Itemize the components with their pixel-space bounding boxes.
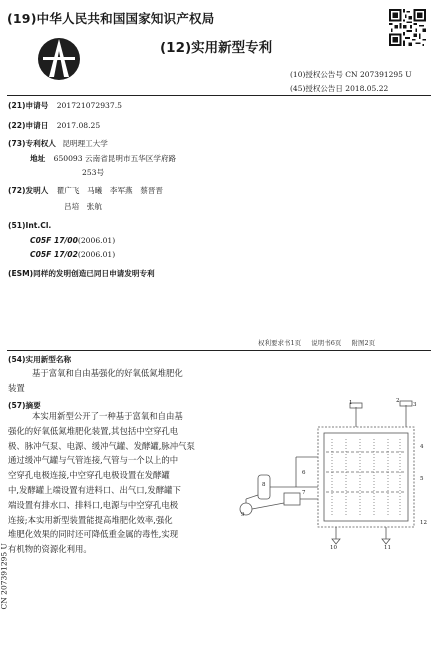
section-divider	[7, 350, 431, 351]
drawing-label: 4	[420, 444, 424, 450]
abstract-drawing	[236, 397, 436, 547]
esm-statement: (ESM)同样的发明创造已同日申请发明专利	[8, 269, 155, 278]
abstract-line: 强化的好氧低氮堆肥化装置,其包括中空穿孔电	[8, 425, 179, 436]
filing-date-value: 2017.08.25	[56, 121, 101, 130]
pub-date-label: (45)授权公告日	[290, 84, 343, 93]
publication-number	[290, 69, 412, 80]
ipc-code-1	[30, 236, 115, 246]
filing-date-label: (22)申请日	[8, 121, 49, 130]
application-number	[8, 101, 122, 111]
inventors-line-2: 吕培 张航	[64, 202, 102, 211]
address	[30, 154, 176, 164]
ipc-2-version: (2006.01)	[77, 250, 116, 259]
drawing-label: 11	[384, 545, 391, 551]
address-label: 地址	[30, 154, 46, 163]
drawing-label: 12	[420, 520, 427, 526]
abstract-line: 本实用新型公开了一种基于富氧和自由基	[32, 411, 183, 421]
drawing-label: 9	[241, 512, 245, 518]
drawing-pages: 附图2页	[351, 339, 376, 347]
drawing-label: 6	[302, 470, 306, 476]
pub-number-label: (10)授权公告号	[290, 70, 343, 79]
document-type: (12)实用新型专利	[160, 40, 273, 56]
inventors	[8, 186, 163, 196]
utility-model-title-line-1: 基于富氧和自由基强化的好氧低氮堆肥化	[32, 368, 183, 378]
header-divider	[7, 95, 431, 96]
pages-info	[258, 338, 383, 347]
ipc-1-code: C05F 17/00	[30, 236, 78, 245]
qr-code	[389, 9, 426, 46]
drawing-label: 2	[396, 398, 400, 404]
abstract-line: 端设置有排水口、排料口,电源与中空穿孔电极	[8, 499, 179, 510]
abstract-body	[8, 409, 234, 557]
abstract-line: 空穿孔电极连接,中空穿孔电极设置在发酵罐	[8, 470, 170, 481]
pub-number-value: CN 207391295 U	[345, 70, 412, 79]
drawing-label: 3	[413, 402, 417, 408]
drawing-label: 10	[330, 545, 337, 551]
ipc-2-code: C05F 17/02	[30, 250, 78, 259]
inventors-label: (72)发明人	[8, 186, 49, 195]
drawing-label: 7	[302, 490, 306, 496]
patentee	[8, 139, 108, 149]
title-label: (54)实用新型名称	[8, 355, 72, 364]
pub-date-value: 2018.05.22	[345, 84, 389, 93]
abstract-line: 连接;本实用新型装置能提高堆肥化效率,强化	[8, 514, 173, 525]
description-pages: 说明书6页	[311, 339, 342, 347]
drawing-label: 8	[262, 482, 266, 488]
abstract-line: 极、脉冲气泵、电源、缓冲气罐、发酵罐,脉冲气泵	[8, 440, 195, 451]
abstract-line: 堆肥化效果的同时还可降低重金属的毒性,实现	[8, 529, 179, 540]
abstract-line: 通过缓冲气罐与气管连接,气管与一个以上的中	[8, 455, 179, 466]
address-line-2: 253号	[82, 168, 105, 177]
patentee-value: 昆明理工大学	[62, 139, 108, 148]
utility-model-title-line-2: 装置	[8, 383, 25, 393]
filing-date	[8, 121, 100, 131]
abstract-line: 中,发酵罐上端设置有进料口、出气口,发酵罐下	[8, 484, 181, 495]
abstract-label: (57)摘要	[8, 401, 41, 410]
ipc-1-version: (2006.01)	[77, 236, 116, 245]
address-line-1: 650093 云南省昆明市五华区学府路	[53, 154, 177, 163]
cnipa-logo	[37, 33, 81, 85]
app-no-label: (21)申请号	[8, 101, 49, 110]
patentee-label: (73)专利权人	[8, 139, 56, 148]
ipc-code-2	[30, 250, 115, 260]
inventors-line-1: 瞿广飞 马曦 李军燕 蔡晋晋	[56, 186, 164, 195]
app-no-value: 201721072937.5	[56, 101, 122, 110]
claims-pages: 权利要求书1页	[258, 339, 302, 347]
abstract-line: 有机物的资源化利用。	[8, 544, 92, 555]
publication-date	[290, 83, 388, 94]
drawing-label: 5	[420, 476, 424, 482]
side-publication-number: CN 207391295 U	[0, 543, 9, 610]
office-name: (19)中华人民共和国国家知识产权局	[7, 11, 215, 26]
drawing-label: 1	[349, 400, 353, 406]
int-cl-label: (51)Int.Cl.	[8, 221, 52, 230]
